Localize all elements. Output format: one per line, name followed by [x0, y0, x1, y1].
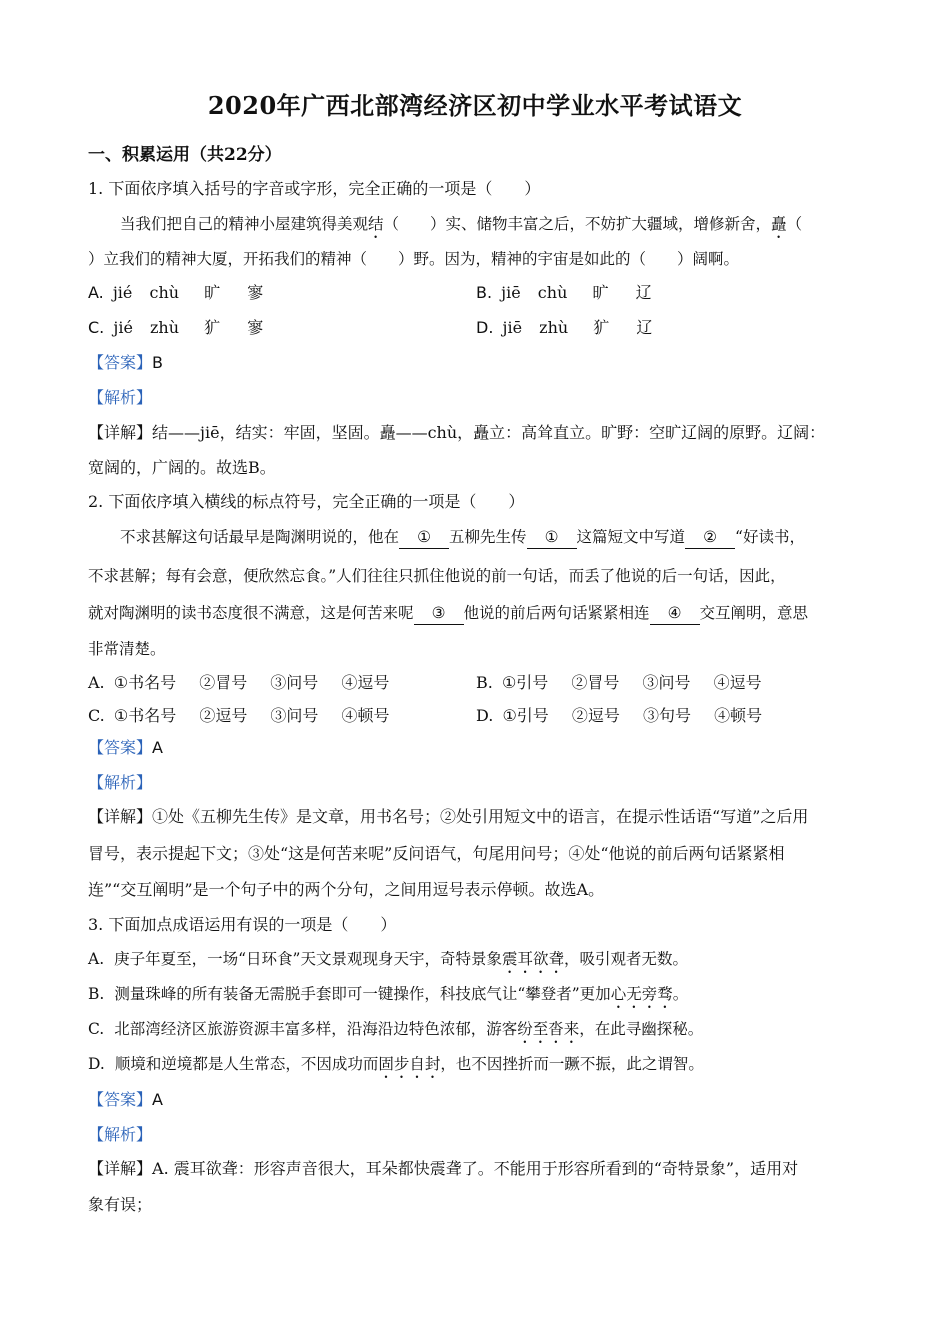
option-text: ，吸引观者无数。	[564, 950, 689, 968]
q2-option-b	[476, 672, 762, 694]
answer-value: A	[152, 1090, 163, 1109]
option-item: ③问号	[270, 706, 319, 725]
detail-text: ①处《五柳先生传》是文章，用书名号；②处引用短文中的语言，在提示性话语“写道”之后用	[152, 807, 809, 826]
option-item: jié	[113, 318, 133, 337]
q2-detail-line3: 连”“交互阐明”是一个句子中的两个分句，之间用逗号表示停顿。故选A。	[88, 880, 605, 899]
option-item: ①书名号	[113, 706, 177, 725]
option-item: ②逗号	[199, 706, 248, 725]
option-item: 寥	[247, 283, 264, 302]
detail-tag: 【详解】	[88, 807, 153, 826]
dotted-idiom: 固步自封	[378, 1055, 441, 1073]
option-label: B.	[88, 985, 105, 1003]
option-item: 犷	[204, 318, 221, 337]
blank-2: ②	[685, 526, 735, 549]
option-item: 寥	[247, 318, 264, 337]
q1-passage-line2: ）立我们的精神大厦，开拓我们的精神（ ）野。因为，精神的宇宙是如此的（ ）阔啊。	[88, 250, 740, 268]
option-item: jiē	[501, 283, 521, 302]
q2-passage-text: 不求甚解这句话最早是陶渊明说的，他在	[120, 528, 400, 546]
option-text: 庚子年夏至，一场“日环食”天文景观现身天宇，奇特景象	[114, 950, 502, 968]
option-item: ④顿号	[714, 706, 763, 725]
option-item: ①引号	[501, 673, 549, 692]
q1-option-b	[476, 282, 652, 304]
q3-detail-line2: 象有误；	[88, 1195, 153, 1214]
option-item: chù	[537, 283, 568, 302]
q2-passage-line1	[120, 526, 805, 549]
option-label: C.	[88, 706, 105, 725]
option-item: ③句号	[643, 706, 692, 725]
dotted-idiom: 震耳欲聋	[501, 950, 564, 968]
q1-detail-line1	[88, 422, 825, 444]
option-item: 辽	[636, 318, 653, 337]
q1-passage-text: 当我们把自己的精神小屋建筑得美观	[120, 215, 369, 233]
q3-analysis-tag: 【解析】	[88, 1125, 153, 1144]
q1-detail-line2: 宽阔的，广阔的。故选B。	[88, 458, 276, 477]
option-label: D.	[88, 1055, 105, 1073]
blank-4: ④	[650, 602, 700, 625]
option-label: A.	[88, 950, 105, 968]
q2-passage-text: “好读书，	[735, 528, 805, 546]
q2-answer	[88, 737, 163, 759]
dotted-idiom: 纷至沓来	[517, 1020, 580, 1038]
page-title: 2020年广西北部湾经济区初中学业水平考试语文	[207, 91, 743, 120]
option-text: ，在此寻幽探秘。	[579, 1020, 704, 1038]
blank-1b: ①	[527, 526, 577, 549]
option-label: D.	[476, 318, 494, 337]
q3-option-d	[88, 1053, 704, 1082]
q2-option-d	[476, 705, 762, 727]
q1-dotted-char: 矗	[771, 215, 787, 233]
option-item: 辽	[635, 283, 652, 302]
blank-3: ③	[414, 602, 464, 625]
option-item: ④逗号	[341, 673, 390, 692]
blank-1: ①	[399, 526, 449, 549]
answer-tag: 【答案】	[88, 738, 153, 757]
q3-stem: 3. 下面加点成语运用有误的一项是（ ）	[88, 915, 397, 934]
q2-passage-text: 交互阐明，意思	[699, 604, 809, 622]
option-item: ③问号	[270, 673, 319, 692]
q3-option-c	[88, 1018, 703, 1047]
q2-passage-text: 就对陶渊明的读书态度很不满意，这是何苦来呢	[88, 604, 414, 622]
detail-text: A. 震耳欲聋：形容声音很大，耳朵都快震聋了。不能用于形容所看到的“奇特景象”，适用对	[152, 1159, 799, 1178]
q1-passage-text: （	[786, 215, 803, 233]
q2-stem: 2. 下面依序填入横线的标点符号，完全正确的一项是（ ）	[88, 492, 525, 511]
q2-detail-line2: 冒号，表示提起下文；③处“这是何苦来呢”反问语气，句尾用问号；④处“他说的前后两句话紧紧相	[88, 844, 785, 863]
option-item: 犷	[593, 318, 610, 337]
q2-option-a	[88, 672, 389, 694]
detail-text: 结——jiē，结实：牢固，坚固。矗——chù，矗立：高耸直立。旷野：空旷辽阔的原野。辽阔：	[152, 423, 826, 442]
dotted-idiom: 心无旁骛	[610, 985, 673, 1003]
option-item: zhù	[539, 318, 569, 337]
q1-dotted-char: 结	[368, 215, 384, 233]
q2-analysis-tag: 【解析】	[88, 773, 153, 792]
q1-option-c	[88, 317, 263, 339]
option-label: A.	[88, 673, 105, 692]
q1-answer	[88, 352, 163, 374]
q2-detail-line1	[88, 806, 808, 828]
option-item: ④逗号	[713, 673, 762, 692]
q3-answer	[88, 1089, 163, 1111]
q2-passage-text: 这篇短文中写道	[576, 528, 686, 546]
q2-option-c	[88, 705, 390, 727]
q2-passage-line3	[88, 602, 808, 625]
option-label: B.	[476, 283, 493, 302]
q1-option-d	[476, 317, 652, 339]
answer-tag: 【答案】	[88, 1090, 153, 1109]
q2-passage-line4: 非常清楚。	[88, 640, 166, 658]
option-item: 旷	[592, 283, 609, 302]
answer-value: B	[152, 353, 163, 372]
option-item: ①引号	[502, 706, 549, 725]
option-item: ①书名号	[113, 673, 177, 692]
answer-value: A	[152, 738, 163, 757]
option-item: ④顿号	[341, 706, 390, 725]
option-item: jiē	[502, 318, 523, 337]
q2-passage-text: 他说的前后两句话紧紧相连	[463, 604, 650, 622]
option-label: C.	[88, 318, 105, 337]
option-item: 旷	[204, 283, 221, 302]
option-label: C.	[88, 1020, 105, 1038]
q3-detail-line1	[88, 1158, 798, 1180]
option-item: zhù	[150, 318, 180, 337]
q2-passage-text: 五柳先生传	[449, 528, 527, 546]
option-label: B.	[476, 673, 493, 692]
option-item: chù	[149, 283, 180, 302]
option-text: ，也不因挫折而一蹶不振，此之谓智。	[440, 1055, 704, 1073]
option-item: ②冒号	[571, 673, 620, 692]
detail-tag: 【详解】	[88, 423, 153, 442]
section-heading: 一、积累运用（共22分）	[88, 145, 282, 165]
q1-option-a	[88, 282, 263, 304]
option-text: 。	[672, 985, 689, 1003]
option-item: ③问号	[642, 673, 691, 692]
detail-tag: 【详解】	[88, 1159, 153, 1178]
q1-passage-text: （ ）实、储物丰富之后，不妨扩大疆域，增修新舍，	[383, 215, 772, 233]
option-text: 北部湾经济区旅游资源丰富多样，沿海沿边特色浓郁，游客	[114, 1020, 518, 1038]
q1-passage-line1	[120, 213, 802, 242]
q1-stem: 1. 下面依序填入括号的字音或字形，完全正确的一项是（ ）	[88, 179, 541, 198]
q3-option-b	[88, 983, 688, 1012]
q3-option-a	[88, 948, 688, 977]
option-item: ②逗号	[571, 706, 620, 725]
option-text: 顺境和逆境都是人生常态，不因成功而	[114, 1055, 379, 1073]
answer-tag: 【答案】	[88, 353, 153, 372]
option-label: D.	[476, 706, 494, 725]
option-label: A.	[88, 283, 104, 302]
q1-analysis-tag: 【解析】	[88, 388, 153, 407]
q2-passage-line2: 不求甚解；每有会意，便欣然忘食。”人们往往只抓住他说的前一句话，而丢了他说的后一句话，因此，	[88, 567, 786, 585]
option-text: 测量珠峰的所有装备无需脱手套即可一键操作，科技底气让“攀登者”更加	[114, 985, 611, 1003]
option-item: jié	[112, 283, 133, 302]
option-item: ②冒号	[199, 673, 248, 692]
